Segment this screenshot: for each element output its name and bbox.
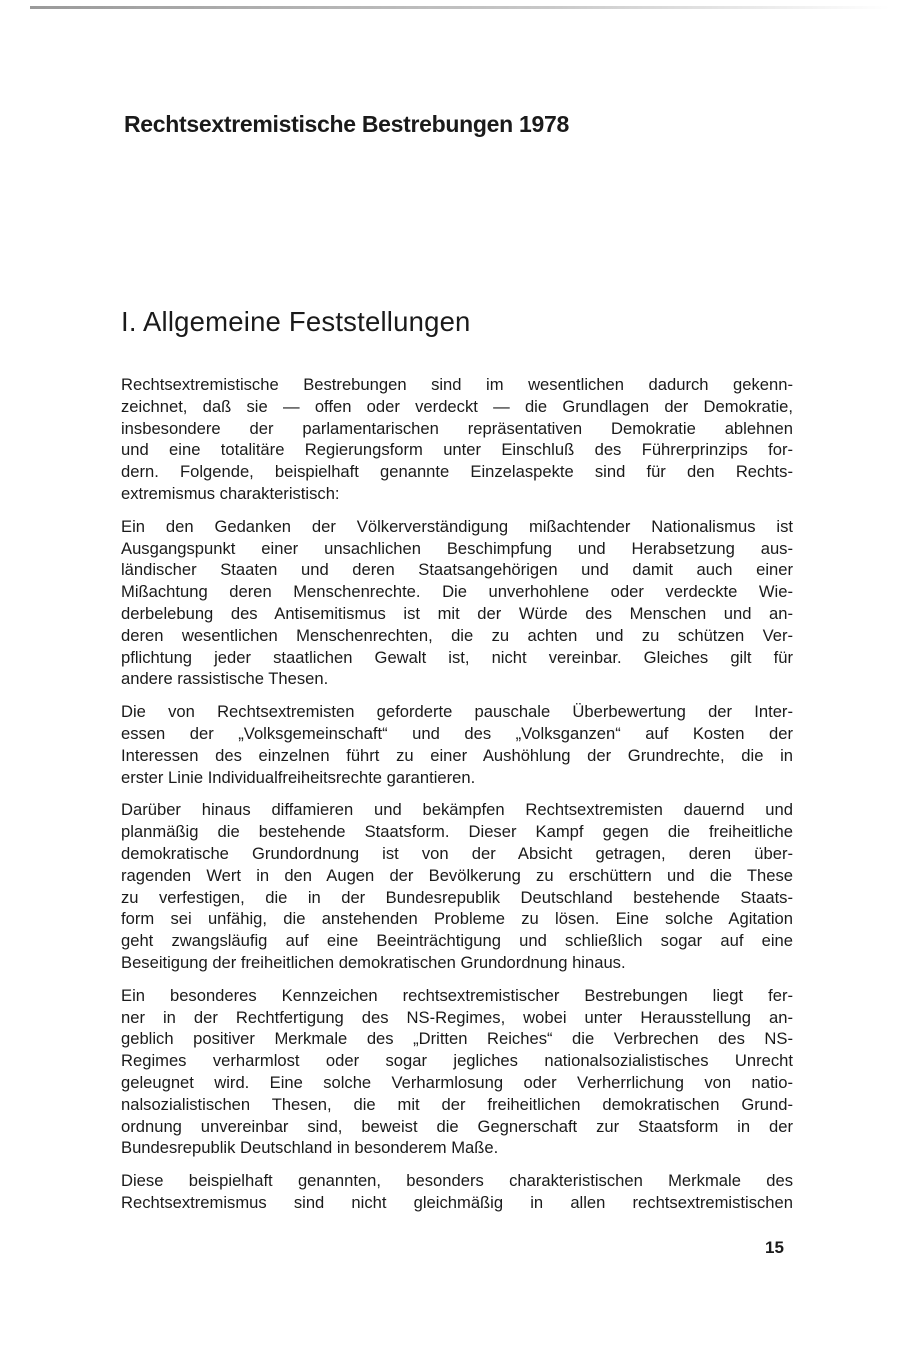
text-line: und eine totalitäre Regierungsform unter Einschluß des Führerprinzips for-: [121, 440, 793, 460]
body-text: [121, 374, 793, 1225]
text-line: ner in der Rechtfertigung des NS-Regimes, wobei unter Herausstellung an-: [121, 1007, 793, 1027]
text-line: Rechtsextremistische Bestrebungen sind im wesentlichen dadurch gekenn-: [121, 375, 793, 394]
text-line: Diese beispielhaft genannten, besonders charakteristischen Merkmale des: [121, 1171, 793, 1191]
text-line: deren wesentlichen Menschenrechten, die zu achten und zu schützen Ver-: [121, 625, 793, 645]
text-line: planmäßig die bestehende Staatsform. Dieser Kampf gegen die freiheitliche: [121, 822, 793, 842]
text-line: ordnung unvereinbar sind, beweist die Gegnerschaft zur Staatsform in der: [121, 1116, 793, 1136]
text-line: geblich positiver Merkmale des „Dritten Reiches“ die Verbrechen des NS-: [121, 1029, 793, 1049]
paragraph: [121, 799, 793, 973]
paragraph: [121, 1170, 793, 1214]
text-line: essen der „Volksgemeinschaft“ und des „Volksganzen“ auf Kosten der: [121, 723, 793, 743]
text-line: Interessen des einzelnen führt zu einer Aushöhlung der Grundrechte, die in: [121, 745, 793, 765]
text-line: Ein den Gedanken der Völkerverständigung mißachtender Nationalismus ist: [121, 516, 793, 536]
text-line: extremismus charakteristisch:: [121, 483, 340, 503]
text-line: ländischer Staaten und deren Staatsangehörigen und damit auch einer: [121, 560, 793, 580]
page-title: Rechtsextremistische Bestrebungen 1978: [124, 111, 569, 137]
paragraph: [121, 374, 793, 505]
text-line: derbelebung des Antisemitismus ist mit der Würde des Menschen und an-: [121, 603, 793, 623]
text-line: geleugnet wird. Eine solche Verharmlosung oder Verherrlichung von natio-: [121, 1072, 793, 1092]
text-line: Die von Rechtsextremisten geforderte pauschale Überbewertung der Inter-: [121, 702, 793, 722]
text-line: insbesondere der parlamentarischen repräsentativen Demokratie ablehnen: [121, 418, 793, 438]
text-line: Darüber hinaus diffamieren und bekämpfen Rechtsextremisten dauernd und: [121, 800, 793, 820]
text-line: geht zwangsläufig auf eine Beeinträchtigung und schließlich sogar auf eine: [121, 931, 793, 951]
section-heading: I. Allgemeine Feststellungen: [121, 306, 471, 337]
paragraph: [121, 985, 793, 1159]
text-line: Bundesrepublik Deutschland in besonderem Maße.: [121, 1138, 499, 1158]
text-line: zeichnet, daß sie — offen oder verdeckt — die Grundlagen der Demokratie,: [121, 396, 793, 416]
text-line: erster Linie Individualfreiheitsrechte garantieren.: [121, 767, 476, 787]
text-line: zu verfestigen, die in der Bundesrepublik Deutschland bestehende Staats-: [121, 887, 793, 907]
paragraph: [121, 516, 793, 690]
text-line: andere rassistische Thesen.: [121, 669, 329, 689]
text-line: Beseitigung der freiheitlichen demokratischen Grundordnung hinaus.: [121, 952, 626, 972]
scan-edge-line: [30, 6, 890, 9]
text-line: dern. Folgende, beispielhaft genannte Einzelaspekte sind für den Rechts-: [121, 462, 793, 482]
paragraph: [121, 701, 793, 788]
text-line: demokratische Grundordnung ist von der Absicht getragen, deren über-: [121, 843, 793, 863]
text-line: nalsozialistischen Thesen, die mit der freiheitlichen demokratischen Grund-: [121, 1094, 793, 1114]
text-line: form sei unfähig, die anstehenden Probleme zu lösen. Eine solche Agitation: [121, 909, 793, 929]
text-line: Ein besonderes Kennzeichen rechtsextremistischer Bestrebungen liegt fer-: [121, 985, 793, 1005]
page-number: 15: [765, 1238, 784, 1257]
text-line: Regimes verharmlost oder sogar jegliches nationalsozialistisches Unrecht: [121, 1051, 793, 1071]
text-line: Mißachtung deren Menschenrechte. Die unverhohlene oder verdeckte Wie-: [121, 582, 793, 602]
text-line: Ausgangspunkt einer unsachlichen Beschimpfung und Herabsetzung aus-: [121, 538, 793, 558]
text-line: Rechtsextremismus sind nicht gleichmäßig in allen rechtsextremistischen: [121, 1192, 793, 1212]
text-line: ragenden Wert in den Augen der Bevölkerung zu erschüttern und die These: [121, 865, 793, 885]
text-line: pflichtung jeder staatlichen Gewalt ist, nicht vereinbar. Gleiches gilt für: [121, 647, 793, 667]
